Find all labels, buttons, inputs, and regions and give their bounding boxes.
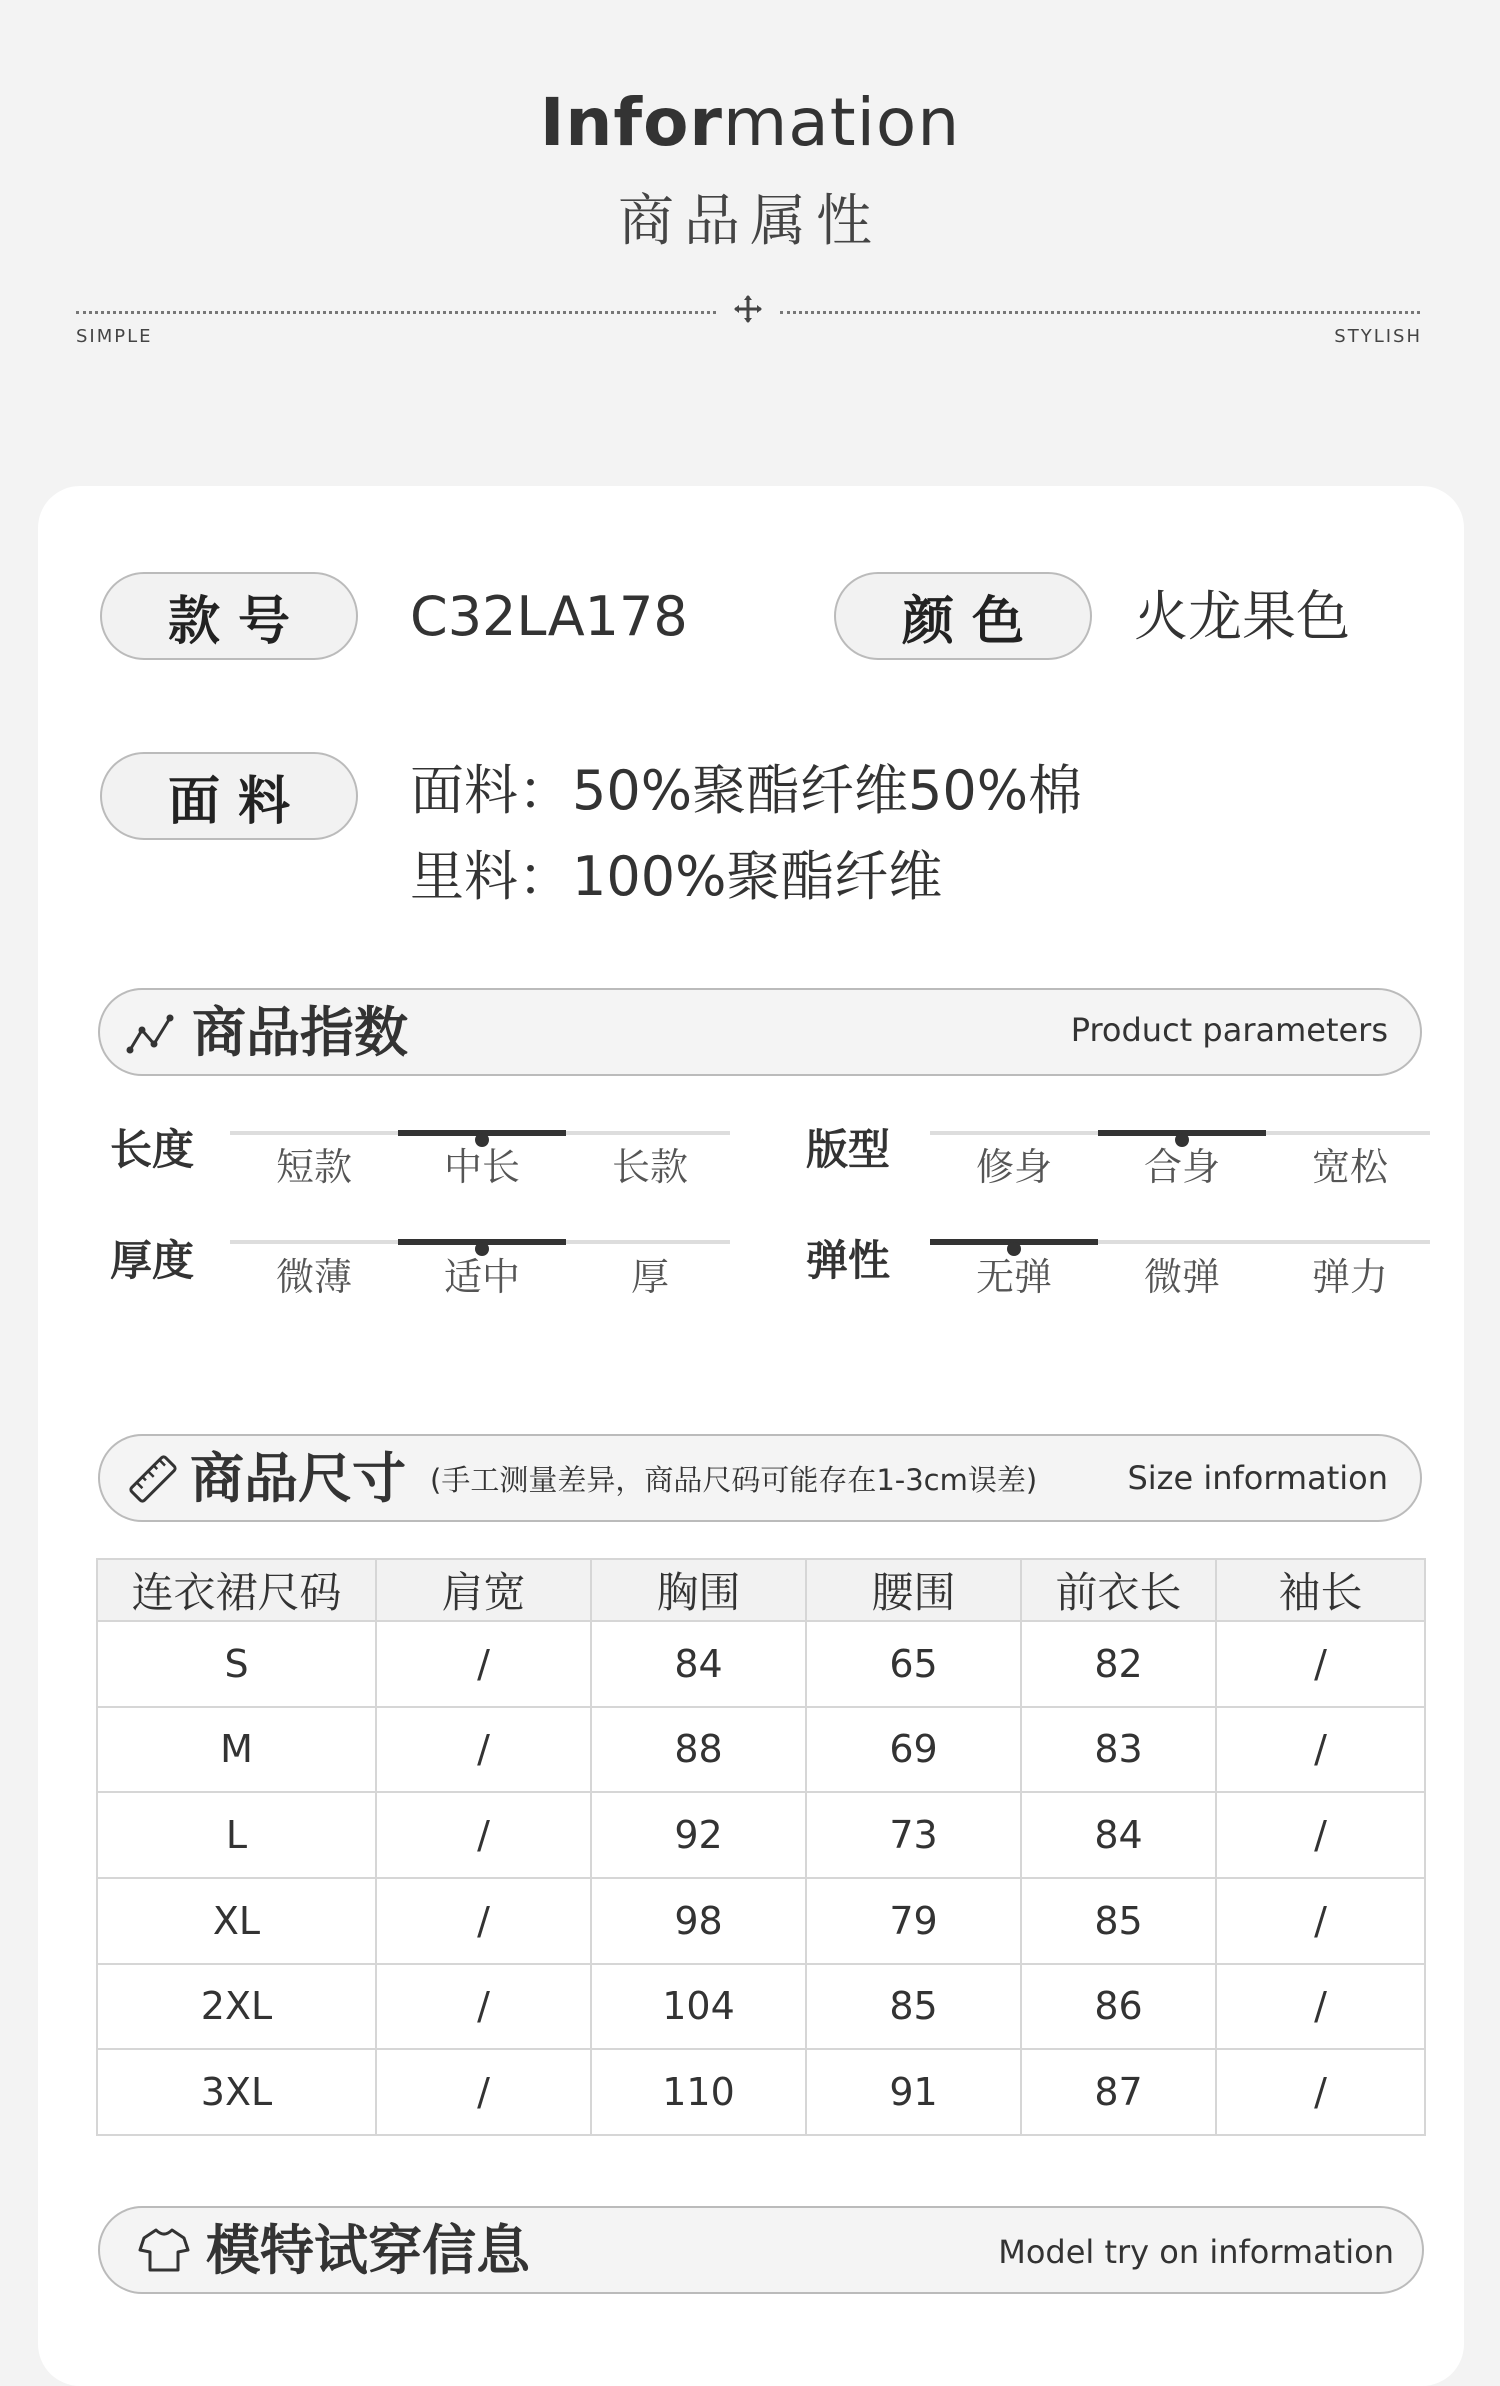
table-cell: 104 xyxy=(591,1964,806,2050)
table-row xyxy=(97,1878,1425,1964)
table-cell: 79 xyxy=(806,1878,1021,1964)
table-cell: 85 xyxy=(806,1964,1021,2050)
color-value: 火龙果色 xyxy=(1134,585,1350,648)
header-title xyxy=(0,78,1500,168)
size-information-note: (手工测量差异，商品尺码可能存在1-3cm误差) xyxy=(430,1463,1038,1497)
color-label: 颜色 xyxy=(834,572,1092,660)
table-cell: 87 xyxy=(1021,2049,1216,2135)
table-cell: S xyxy=(97,1621,376,1707)
header-subtitle: 商品属性 xyxy=(618,189,882,254)
table-cell: 86 xyxy=(1021,1964,1216,2050)
model-info-en: Model try on information xyxy=(998,2233,1394,2271)
size-table-header xyxy=(97,1559,1425,1621)
index-option: 合身 xyxy=(1143,1145,1220,1189)
size-column-header: 袖长 xyxy=(1216,1559,1425,1621)
table-cell: / xyxy=(1216,1964,1425,2050)
table-cell: L xyxy=(97,1792,376,1878)
index-option: 微薄 xyxy=(275,1255,352,1299)
index-label-length: 长度 xyxy=(110,1125,195,1174)
table-cell: 83 xyxy=(1021,1707,1216,1793)
table-cell: / xyxy=(1216,1707,1425,1793)
index-option: 修身 xyxy=(975,1145,1052,1189)
trend-line-icon xyxy=(126,1012,176,1056)
table-cell: / xyxy=(376,1621,591,1707)
index-label-fit: 版型 xyxy=(806,1125,891,1174)
table-cell: / xyxy=(376,1964,591,2050)
product-parameters-title: 商品指数 xyxy=(192,1001,408,1064)
fabric-line-outer: 面料：50%聚酯纤维50%棉 xyxy=(410,759,1083,822)
product-parameters-en: Product parameters xyxy=(1070,1011,1388,1049)
size-column-header: 胸围 xyxy=(591,1559,806,1621)
header-title-light: mation xyxy=(722,84,961,161)
index-label-elasticity: 弹性 xyxy=(806,1236,891,1285)
table-cell: 84 xyxy=(591,1621,806,1707)
table-row xyxy=(97,1964,1425,2050)
style-number-label: 款号 xyxy=(100,572,358,660)
style-number-value: C32LA178 xyxy=(410,585,688,648)
index-option: 微弹 xyxy=(1143,1255,1220,1299)
table-cell: 3XL xyxy=(97,2049,376,2135)
size-table xyxy=(96,1558,1426,2136)
table-cell: / xyxy=(376,1792,591,1878)
size-column-header: 连衣裙尺码 xyxy=(97,1559,376,1621)
table-row xyxy=(97,1707,1425,1793)
divider-right xyxy=(780,311,1420,314)
compass-cross-icon xyxy=(733,294,763,324)
size-column-header: 腰围 xyxy=(806,1559,1021,1621)
index-option: 弹力 xyxy=(1311,1255,1388,1299)
table-cell: / xyxy=(1216,2049,1425,2135)
table-cell: 2XL xyxy=(97,1964,376,2050)
index-option: 无弹 xyxy=(975,1255,1052,1299)
fabric-label: 面料 xyxy=(100,752,358,840)
table-cell: 91 xyxy=(806,2049,1021,2135)
table-row xyxy=(97,1621,1425,1707)
table-cell: 69 xyxy=(806,1707,1021,1793)
index-label-thickness: 厚度 xyxy=(110,1236,195,1285)
tshirt-icon xyxy=(138,2226,190,2274)
size-information-en: Size information xyxy=(1127,1459,1388,1497)
table-cell: / xyxy=(1216,1792,1425,1878)
table-cell: M xyxy=(97,1707,376,1793)
table-cell: 73 xyxy=(806,1792,1021,1878)
table-cell: 82 xyxy=(1021,1621,1216,1707)
fabric-line-lining: 里料：100%聚酯纤维 xyxy=(410,845,943,908)
table-cell: 84 xyxy=(1021,1792,1216,1878)
table-cell: XL xyxy=(97,1878,376,1964)
ruler-icon xyxy=(126,1452,180,1506)
size-column-header: 前衣长 xyxy=(1021,1559,1216,1621)
tag-simple: SIMPLE xyxy=(76,326,153,347)
size-information-title: 商品尺寸 xyxy=(190,1447,406,1510)
table-row xyxy=(97,2049,1425,2135)
table-cell: 98 xyxy=(591,1878,806,1964)
table-cell: 88 xyxy=(591,1707,806,1793)
table-cell: / xyxy=(376,1707,591,1793)
table-cell: 92 xyxy=(591,1792,806,1878)
table-cell: 65 xyxy=(806,1621,1021,1707)
index-option: 适中 xyxy=(443,1255,520,1299)
table-cell: / xyxy=(376,1878,591,1964)
index-option: 短款 xyxy=(275,1145,352,1189)
size-column-header: 肩宽 xyxy=(376,1559,591,1621)
table-cell: / xyxy=(376,2049,591,2135)
divider-left xyxy=(76,311,716,314)
index-option: 中长 xyxy=(443,1145,520,1189)
tag-stylish: STYLISH xyxy=(1334,326,1422,347)
table-row xyxy=(97,1792,1425,1878)
index-option: 长款 xyxy=(611,1145,688,1189)
table-cell: 85 xyxy=(1021,1878,1216,1964)
index-option: 宽松 xyxy=(1311,1145,1388,1189)
table-cell: 110 xyxy=(591,2049,806,2135)
model-info-title: 模特试穿信息 xyxy=(206,2219,530,2282)
table-cell: / xyxy=(1216,1621,1425,1707)
header-title-bold: Infor xyxy=(539,84,723,161)
table-cell: / xyxy=(1216,1878,1425,1964)
index-option: 厚 xyxy=(630,1255,669,1299)
